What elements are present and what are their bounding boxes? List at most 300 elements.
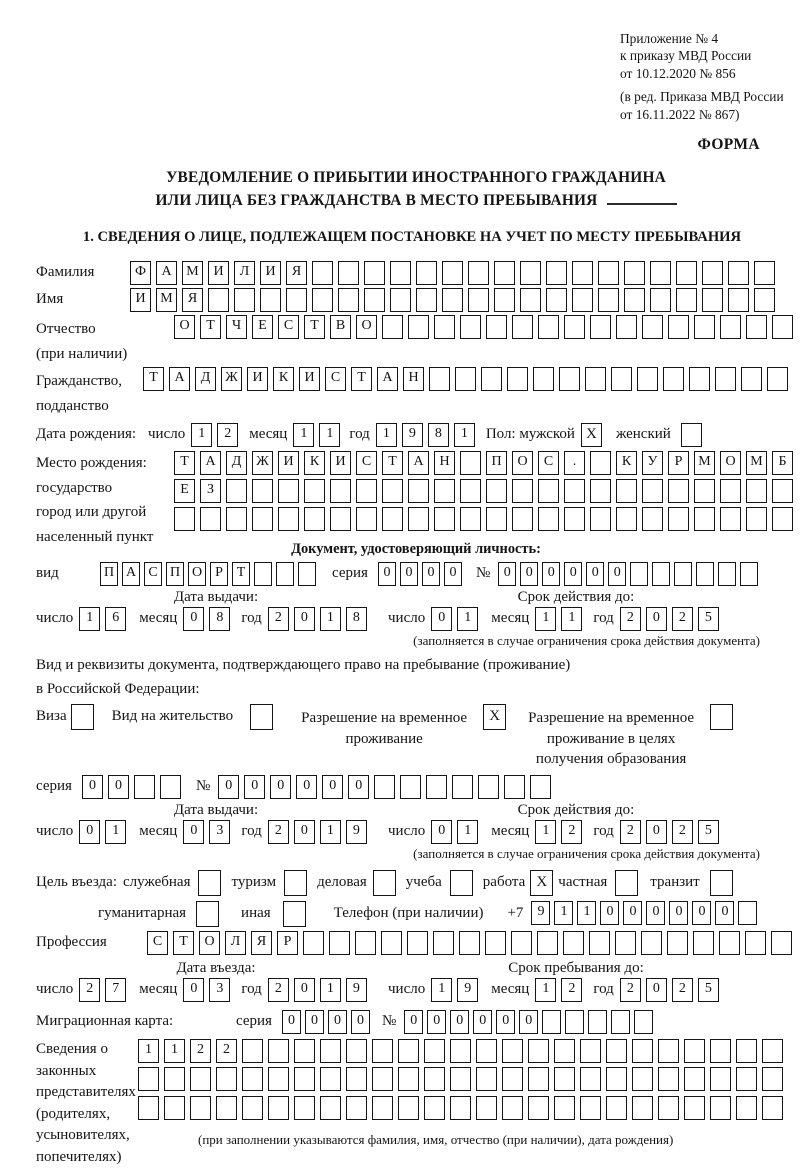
permit-number-boxes[interactable] xyxy=(218,775,556,799)
char-box[interactable] xyxy=(372,1039,393,1063)
char-box[interactable] xyxy=(736,1039,757,1063)
char-box[interactable]: 5 xyxy=(698,607,719,631)
char-box[interactable]: Е xyxy=(174,479,195,503)
citizenship-boxes[interactable] xyxy=(143,367,793,391)
char-box[interactable] xyxy=(364,288,385,312)
char-box[interactable]: Н xyxy=(434,451,455,475)
char-box[interactable] xyxy=(190,1096,211,1120)
char-box[interactable]: 1 xyxy=(79,607,100,631)
char-box[interactable]: 0 xyxy=(378,562,396,586)
char-box[interactable] xyxy=(320,1096,341,1120)
char-box[interactable] xyxy=(652,562,670,586)
char-box[interactable]: 2 xyxy=(268,978,289,1002)
char-box[interactable] xyxy=(718,562,736,586)
char-box[interactable]: 0 xyxy=(244,775,265,799)
char-box[interactable]: 9 xyxy=(346,978,367,1002)
char-box[interactable]: Р xyxy=(277,931,298,955)
char-box[interactable] xyxy=(298,562,316,586)
char-box[interactable] xyxy=(689,367,710,391)
char-box[interactable] xyxy=(624,288,645,312)
char-box[interactable] xyxy=(606,1096,627,1120)
char-box[interactable] xyxy=(624,261,645,285)
char-box[interactable]: 0 xyxy=(473,1010,492,1034)
char-box[interactable] xyxy=(330,479,351,503)
char-box[interactable]: Ж xyxy=(221,367,242,391)
char-box[interactable]: 0 xyxy=(542,562,560,586)
char-box[interactable] xyxy=(320,1039,341,1063)
surname-boxes[interactable] xyxy=(130,261,780,285)
char-box[interactable] xyxy=(381,931,402,955)
char-box[interactable] xyxy=(294,1096,315,1120)
char-box[interactable] xyxy=(486,507,507,531)
char-box[interactable]: М xyxy=(694,451,715,475)
char-box[interactable] xyxy=(400,775,421,799)
char-box[interactable]: 0 xyxy=(646,820,667,844)
char-box[interactable] xyxy=(565,1010,584,1034)
char-box[interactable] xyxy=(676,288,697,312)
char-box[interactable]: К xyxy=(616,451,637,475)
birthplace-boxes-row2[interactable] xyxy=(174,479,798,503)
char-box[interactable] xyxy=(512,507,533,531)
char-box[interactable]: Я xyxy=(286,261,307,285)
char-box[interactable] xyxy=(408,479,429,503)
char-box[interactable]: 2 xyxy=(672,978,693,1002)
char-box[interactable]: З xyxy=(200,479,221,503)
char-box[interactable]: П xyxy=(166,562,184,586)
id-valid-month-boxes[interactable] xyxy=(535,607,587,631)
char-box[interactable] xyxy=(460,507,481,531)
stay-month-boxes[interactable] xyxy=(535,978,587,1002)
char-box[interactable]: 0 xyxy=(646,901,665,925)
char-box[interactable] xyxy=(260,288,281,312)
char-box[interactable] xyxy=(242,1039,263,1063)
char-box[interactable] xyxy=(252,479,273,503)
permit-issue-month-boxes[interactable] xyxy=(183,820,235,844)
sex-female-checkbox[interactable] xyxy=(681,423,702,447)
char-box[interactable] xyxy=(434,507,455,531)
char-box[interactable] xyxy=(355,931,376,955)
char-box[interactable] xyxy=(590,479,611,503)
char-box[interactable]: 1 xyxy=(535,607,556,631)
char-box[interactable] xyxy=(719,931,740,955)
char-box[interactable] xyxy=(710,1039,731,1063)
char-box[interactable] xyxy=(276,562,294,586)
char-box[interactable]: И xyxy=(260,261,281,285)
char-box[interactable]: 0 xyxy=(305,1010,324,1034)
char-box[interactable] xyxy=(476,1067,497,1091)
char-box[interactable] xyxy=(216,1067,237,1091)
char-box[interactable] xyxy=(481,367,502,391)
char-box[interactable] xyxy=(434,479,455,503)
char-box[interactable] xyxy=(382,315,403,339)
char-box[interactable] xyxy=(164,1067,185,1091)
char-box[interactable] xyxy=(190,1067,211,1091)
char-box[interactable]: 0 xyxy=(218,775,239,799)
char-box[interactable] xyxy=(611,367,632,391)
char-box[interactable] xyxy=(528,1067,549,1091)
char-box[interactable] xyxy=(589,931,610,955)
char-box[interactable] xyxy=(512,315,533,339)
char-box[interactable]: 1 xyxy=(454,423,475,447)
char-box[interactable] xyxy=(320,1067,341,1091)
char-box[interactable] xyxy=(294,1067,315,1091)
char-box[interactable]: 3 xyxy=(209,978,230,1002)
char-box[interactable]: 0 xyxy=(715,901,734,925)
char-box[interactable]: 0 xyxy=(183,978,204,1002)
id-valid-day-boxes[interactable] xyxy=(431,607,483,631)
char-box[interactable]: Ж xyxy=(252,451,273,475)
char-box[interactable] xyxy=(502,1096,523,1120)
char-box[interactable]: 0 xyxy=(623,901,642,925)
char-box[interactable] xyxy=(598,288,619,312)
residence-permit-checkbox[interactable] xyxy=(250,704,273,730)
char-box[interactable] xyxy=(494,288,515,312)
char-box[interactable]: Д xyxy=(195,367,216,391)
char-box[interactable] xyxy=(572,261,593,285)
char-box[interactable] xyxy=(294,1039,315,1063)
char-box[interactable] xyxy=(642,315,663,339)
char-box[interactable]: 0 xyxy=(82,775,103,799)
char-box[interactable]: 0 xyxy=(294,820,315,844)
char-box[interactable]: 0 xyxy=(646,607,667,631)
char-box[interactable] xyxy=(746,315,767,339)
char-box[interactable] xyxy=(356,507,377,531)
char-box[interactable] xyxy=(504,775,525,799)
char-box[interactable] xyxy=(663,367,684,391)
char-box[interactable]: 5 xyxy=(698,978,719,1002)
char-box[interactable] xyxy=(754,261,775,285)
char-box[interactable] xyxy=(408,315,429,339)
char-box[interactable] xyxy=(611,1010,630,1034)
char-box[interactable]: 1 xyxy=(319,423,340,447)
char-box[interactable] xyxy=(538,479,559,503)
char-box[interactable] xyxy=(138,1067,159,1091)
char-box[interactable]: 0 xyxy=(427,1010,446,1034)
char-box[interactable] xyxy=(710,1096,731,1120)
char-box[interactable]: 1 xyxy=(320,820,341,844)
char-box[interactable]: 1 xyxy=(164,1039,185,1063)
purpose-other-checkbox[interactable] xyxy=(283,901,306,927)
char-box[interactable] xyxy=(486,479,507,503)
char-box[interactable] xyxy=(762,1039,783,1063)
char-box[interactable] xyxy=(632,1067,653,1091)
char-box[interactable] xyxy=(278,507,299,531)
char-box[interactable]: 0 xyxy=(270,775,291,799)
permit-valid-day-boxes[interactable] xyxy=(431,820,483,844)
patronymic-boxes[interactable] xyxy=(174,315,798,339)
char-box[interactable] xyxy=(372,1096,393,1120)
char-box[interactable] xyxy=(720,507,741,531)
char-box[interactable] xyxy=(374,775,395,799)
char-box[interactable] xyxy=(372,1067,393,1091)
char-box[interactable]: 9 xyxy=(402,423,423,447)
migration-series-boxes[interactable] xyxy=(282,1010,374,1034)
char-box[interactable] xyxy=(528,1096,549,1120)
char-box[interactable]: Т xyxy=(382,451,403,475)
legal-reps-boxes-row1[interactable] xyxy=(138,1039,788,1063)
char-box[interactable] xyxy=(478,775,499,799)
char-box[interactable]: 2 xyxy=(217,423,238,447)
char-box[interactable]: С xyxy=(147,931,168,955)
birth-year-boxes[interactable] xyxy=(376,423,480,447)
char-box[interactable]: 0 xyxy=(646,978,667,1002)
char-box[interactable] xyxy=(554,1067,575,1091)
char-box[interactable] xyxy=(408,507,429,531)
char-box[interactable] xyxy=(434,315,455,339)
char-box[interactable] xyxy=(740,562,758,586)
char-box[interactable] xyxy=(684,1067,705,1091)
char-box[interactable] xyxy=(226,479,247,503)
migration-number-boxes[interactable] xyxy=(404,1010,657,1034)
char-box[interactable]: О xyxy=(356,315,377,339)
char-box[interactable] xyxy=(632,1039,653,1063)
char-box[interactable] xyxy=(424,1067,445,1091)
char-box[interactable] xyxy=(720,315,741,339)
char-box[interactable] xyxy=(580,1067,601,1091)
char-box[interactable]: О xyxy=(199,931,220,955)
char-box[interactable]: Я xyxy=(251,931,272,955)
char-box[interactable] xyxy=(684,1096,705,1120)
char-box[interactable] xyxy=(286,288,307,312)
purpose-business-checkbox[interactable] xyxy=(373,870,396,896)
char-box[interactable] xyxy=(468,261,489,285)
char-box[interactable]: 0 xyxy=(322,775,343,799)
char-box[interactable]: 0 xyxy=(422,562,440,586)
permit-issue-day-boxes[interactable] xyxy=(79,820,131,844)
char-box[interactable]: 2 xyxy=(672,820,693,844)
char-box[interactable]: Я xyxy=(182,288,203,312)
char-box[interactable] xyxy=(630,562,648,586)
char-box[interactable]: 0 xyxy=(294,607,315,631)
char-box[interactable] xyxy=(356,479,377,503)
char-box[interactable]: 1 xyxy=(561,607,582,631)
char-box[interactable] xyxy=(554,1096,575,1120)
char-box[interactable] xyxy=(426,775,447,799)
char-box[interactable]: А xyxy=(156,261,177,285)
char-box[interactable]: К xyxy=(273,367,294,391)
char-box[interactable]: А xyxy=(408,451,429,475)
purpose-study-checkbox[interactable] xyxy=(450,870,473,896)
char-box[interactable]: Т xyxy=(351,367,372,391)
char-box[interactable] xyxy=(702,288,723,312)
char-box[interactable] xyxy=(312,288,333,312)
phone-boxes[interactable] xyxy=(531,901,761,925)
purpose-humanitarian-checkbox[interactable] xyxy=(196,901,219,927)
entry-year-boxes[interactable] xyxy=(268,978,372,1002)
char-box[interactable] xyxy=(485,931,506,955)
char-box[interactable]: 0 xyxy=(586,562,604,586)
char-box[interactable] xyxy=(459,931,480,955)
id-kind-boxes[interactable] xyxy=(100,562,320,586)
char-box[interactable] xyxy=(606,1039,627,1063)
char-box[interactable] xyxy=(512,479,533,503)
char-box[interactable] xyxy=(728,261,749,285)
char-box[interactable] xyxy=(668,507,689,531)
char-box[interactable] xyxy=(542,1010,561,1034)
char-box[interactable] xyxy=(642,507,663,531)
char-box[interactable]: 1 xyxy=(457,820,478,844)
char-box[interactable] xyxy=(382,507,403,531)
char-box[interactable]: И xyxy=(130,288,151,312)
char-box[interactable] xyxy=(772,507,793,531)
purpose-private-checkbox[interactable] xyxy=(615,870,638,896)
char-box[interactable] xyxy=(507,367,528,391)
char-box[interactable]: 0 xyxy=(669,901,688,925)
char-box[interactable] xyxy=(468,288,489,312)
char-box[interactable]: 0 xyxy=(108,775,129,799)
char-box[interactable] xyxy=(520,288,541,312)
char-box[interactable] xyxy=(615,931,636,955)
char-box[interactable]: 0 xyxy=(431,820,452,844)
char-box[interactable] xyxy=(160,775,181,799)
entry-month-boxes[interactable] xyxy=(183,978,235,1002)
char-box[interactable] xyxy=(268,1039,289,1063)
char-box[interactable]: 1 xyxy=(431,978,452,1002)
purpose-transit-checkbox[interactable] xyxy=(710,870,733,896)
char-box[interactable]: О xyxy=(720,451,741,475)
char-box[interactable]: 1 xyxy=(535,978,556,1002)
char-box[interactable] xyxy=(416,288,437,312)
char-box[interactable]: Т xyxy=(143,367,164,391)
char-box[interactable]: 1 xyxy=(554,901,573,925)
char-box[interactable]: А xyxy=(377,367,398,391)
char-box[interactable]: 8 xyxy=(346,607,367,631)
char-box[interactable]: Н xyxy=(403,367,424,391)
char-box[interactable] xyxy=(767,367,788,391)
char-box[interactable]: 2 xyxy=(620,820,641,844)
stay-day-boxes[interactable] xyxy=(431,978,483,1002)
char-box[interactable]: 9 xyxy=(346,820,367,844)
char-box[interactable] xyxy=(174,507,195,531)
char-box[interactable]: О xyxy=(174,315,195,339)
id-number-boxes[interactable] xyxy=(498,562,762,586)
permit-series-boxes[interactable] xyxy=(82,775,186,799)
char-box[interactable]: 0 xyxy=(400,562,418,586)
purpose-tourism-checkbox[interactable] xyxy=(284,870,307,896)
char-box[interactable] xyxy=(588,1010,607,1034)
char-box[interactable] xyxy=(455,367,476,391)
char-box[interactable]: Ч xyxy=(226,315,247,339)
char-box[interactable]: 0 xyxy=(328,1010,347,1034)
char-box[interactable] xyxy=(502,1039,523,1063)
legal-reps-boxes-row3[interactable] xyxy=(138,1096,788,1120)
char-box[interactable] xyxy=(702,261,723,285)
char-box[interactable] xyxy=(762,1096,783,1120)
char-box[interactable]: 1 xyxy=(577,901,596,925)
char-box[interactable]: 2 xyxy=(268,820,289,844)
char-box[interactable] xyxy=(634,1010,653,1034)
char-box[interactable]: . xyxy=(564,451,585,475)
char-box[interactable] xyxy=(329,931,350,955)
char-box[interactable]: Т xyxy=(232,562,250,586)
char-box[interactable] xyxy=(424,1096,445,1120)
char-box[interactable]: 0 xyxy=(431,607,452,631)
purpose-work-checkbox[interactable]: X xyxy=(530,870,553,896)
char-box[interactable]: М xyxy=(182,261,203,285)
char-box[interactable] xyxy=(346,1067,367,1091)
char-box[interactable] xyxy=(442,288,463,312)
char-box[interactable] xyxy=(694,479,715,503)
char-box[interactable]: Т xyxy=(200,315,221,339)
char-box[interactable]: 9 xyxy=(531,901,550,925)
char-box[interactable] xyxy=(668,315,689,339)
char-box[interactable] xyxy=(580,1039,601,1063)
char-box[interactable] xyxy=(762,1067,783,1091)
char-box[interactable]: 0 xyxy=(520,562,538,586)
char-box[interactable] xyxy=(564,507,585,531)
char-box[interactable] xyxy=(616,479,637,503)
char-box[interactable]: А xyxy=(169,367,190,391)
permit-valid-month-boxes[interactable] xyxy=(535,820,587,844)
name-boxes[interactable] xyxy=(130,288,780,312)
char-box[interactable] xyxy=(530,775,551,799)
char-box[interactable] xyxy=(736,1067,757,1091)
char-box[interactable] xyxy=(650,288,671,312)
char-box[interactable]: А xyxy=(200,451,221,475)
char-box[interactable] xyxy=(398,1067,419,1091)
char-box[interactable] xyxy=(676,261,697,285)
char-box[interactable] xyxy=(242,1096,263,1120)
stay-year-boxes[interactable] xyxy=(620,978,724,1002)
char-box[interactable]: П xyxy=(486,451,507,475)
char-box[interactable] xyxy=(442,261,463,285)
permit-valid-year-boxes[interactable] xyxy=(620,820,724,844)
char-box[interactable]: С xyxy=(278,315,299,339)
char-box[interactable] xyxy=(134,775,155,799)
char-box[interactable] xyxy=(304,479,325,503)
char-box[interactable] xyxy=(694,507,715,531)
char-box[interactable] xyxy=(312,261,333,285)
id-issue-day-boxes[interactable] xyxy=(79,607,131,631)
char-box[interactable]: 1 xyxy=(320,978,341,1002)
char-box[interactable] xyxy=(754,288,775,312)
char-box[interactable] xyxy=(637,367,658,391)
char-box[interactable] xyxy=(450,1039,471,1063)
char-box[interactable]: Л xyxy=(225,931,246,955)
id-valid-year-boxes[interactable] xyxy=(620,607,724,631)
char-box[interactable] xyxy=(658,1096,679,1120)
char-box[interactable]: 0 xyxy=(404,1010,423,1034)
char-box[interactable]: 2 xyxy=(561,978,582,1002)
char-box[interactable] xyxy=(398,1096,419,1120)
sex-male-checkbox[interactable]: X xyxy=(581,423,602,447)
char-box[interactable]: О xyxy=(188,562,206,586)
char-box[interactable] xyxy=(720,479,741,503)
birth-month-boxes[interactable] xyxy=(293,423,345,447)
char-box[interactable] xyxy=(668,479,689,503)
char-box[interactable] xyxy=(738,901,757,925)
char-box[interactable]: 7 xyxy=(105,978,126,1002)
char-box[interactable] xyxy=(520,261,541,285)
char-box[interactable]: К xyxy=(304,451,325,475)
char-box[interactable] xyxy=(338,288,359,312)
char-box[interactable] xyxy=(667,931,688,955)
char-box[interactable] xyxy=(745,931,766,955)
id-series-boxes[interactable] xyxy=(378,562,466,586)
char-box[interactable] xyxy=(254,562,272,586)
char-box[interactable]: 0 xyxy=(444,562,462,586)
char-box[interactable] xyxy=(407,931,428,955)
char-box[interactable]: 2 xyxy=(620,607,641,631)
char-box[interactable]: 0 xyxy=(296,775,317,799)
char-box[interactable]: 0 xyxy=(282,1010,301,1034)
char-box[interactable]: 0 xyxy=(183,820,204,844)
char-box[interactable]: 0 xyxy=(600,901,619,925)
char-box[interactable]: 2 xyxy=(79,978,100,1002)
char-box[interactable] xyxy=(460,315,481,339)
edu-permit-checkbox[interactable] xyxy=(710,704,733,730)
char-box[interactable]: 0 xyxy=(564,562,582,586)
